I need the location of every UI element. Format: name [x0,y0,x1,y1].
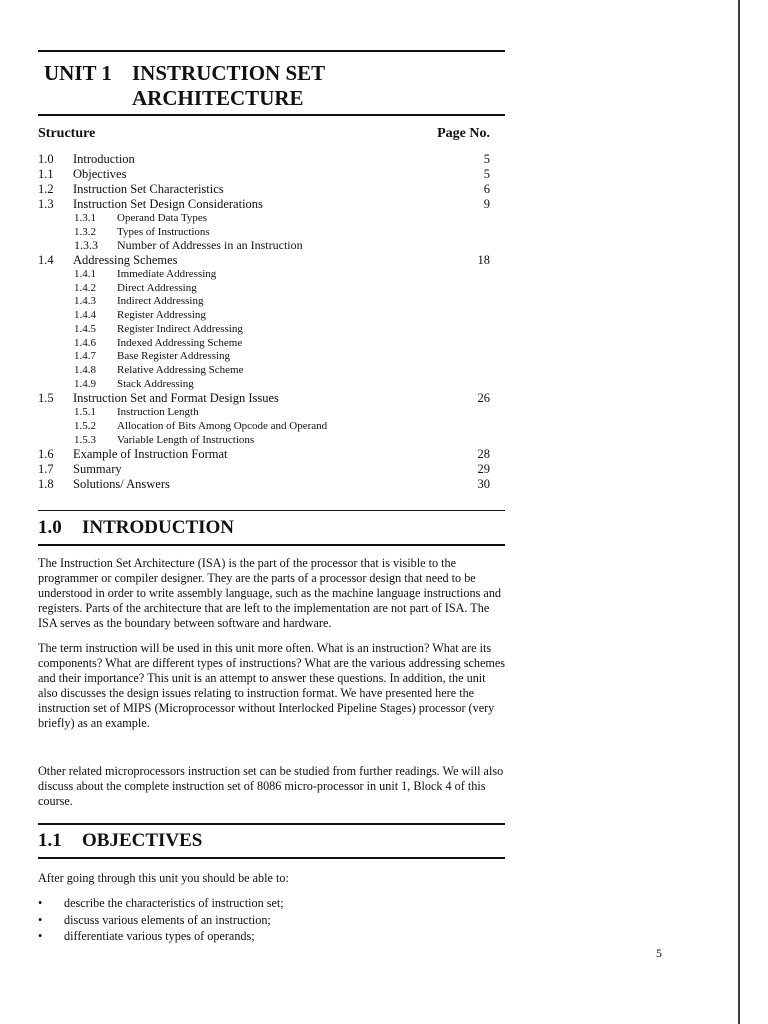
toc-entry [38,282,490,296]
objectives-top-rule [38,823,505,825]
toc-entry-number: 1.4.2 [74,281,96,294]
toc-entry-number: 1.1 [38,167,54,181]
toc-entry-title: Indirect Addressing [117,295,204,308]
unit-title-line-2: ARCHITECTURE [132,86,304,110]
toc-entry-title: Variable Length of Instructions [117,433,255,446]
intro-paragraph: The Instruction Set Architecture (ISA) is the part of the processor that is visible to the programmer or compiler designer. They are the parts of a processor design that need to be understood in order to write assembly language, such as the machine language instructions and registers. Parts of the architecture that are left to the implementation are not part of ISA. The ISA serves as the boundary between software and hardware. [38,556,502,630]
objective-text: differentiate various types of operands; [64,929,255,943]
toc-entry-title: Instruction Length [117,406,199,419]
toc-entry-number: 1.2 [38,182,54,196]
toc-entry-page: 28 [477,447,490,462]
toc-entry-title: Objectives [73,167,127,181]
toc-entry-title: Base Register Addressing [117,350,231,363]
toc-entry-title: Stack Addressing [117,377,194,390]
toc-entry-title: Register Indirect Addressing [117,322,243,335]
toc-entry-number: 1.4.3 [74,295,96,308]
toc-entry-title: Summary [73,462,122,477]
toc-entry [38,391,490,406]
section-number: 1.0 [38,517,62,538]
unit-title-line-1: INSTRUCTION SET [132,61,326,85]
toc-entry-number: 1.4.4 [74,309,96,322]
objective-item [38,895,284,912]
bullet-icon: • [38,896,43,910]
toc-entry [38,226,490,240]
intro-paragraph: Other related microprocessors instruction set can be studied from further readings. We will also discuss about the complete instruction set of 8086 micro-processor in unit 1, Block 4 of this course. [38,764,504,808]
toc-entry-page: 5 [483,167,490,181]
toc-entry-number: 1.3 [38,197,54,211]
toc-entry-number: 1.4.5 [74,322,96,335]
toc-entry [38,212,490,226]
toc-entry-title: Addressing Schemes [73,253,178,268]
toc-bottom-rule [38,510,505,511]
toc-entry-number: 1.3.2 [74,225,96,238]
toc-entry-title: Allocation of Bits Among Opcode and Operand [117,419,328,432]
header-top-rule [38,50,505,52]
table-of-contents [38,152,490,492]
bullet-icon: • [38,912,43,927]
toc-entry-page: 30 [477,477,490,492]
toc-entry [38,152,490,167]
toc-entry [38,337,490,351]
toc-entry-title: Types of Instructions [117,225,210,238]
toc-entry [38,197,490,212]
toc-entry-title: Number of Addresses in an Instruction [117,238,303,253]
toc-entry-number: 1.5.3 [74,433,96,446]
toc-entry [38,309,490,323]
toc-entry [38,350,490,364]
toc-entry-title: Introduction [73,152,135,166]
toc-entry-page: 6 [483,182,490,196]
toc-entry [38,434,490,448]
toc-entry-title: Immediate Addressing [117,268,217,281]
toc-entry-number: 1.5.1 [74,406,96,419]
unit-number: UNIT 1 [44,61,112,85]
toc-entry-number: 1.6 [38,447,54,462]
toc-entry [38,253,490,268]
toc-entry-page: 5 [483,152,490,166]
toc-entry-number: 1.5.2 [74,419,96,432]
toc-entry-page: 29 [477,462,490,477]
toc-entry-number: 1.8 [38,477,54,492]
toc-entry-number: 1.0 [38,152,54,166]
toc-entry-number: 1.3.3 [74,238,98,253]
toc-entry-page: 9 [483,197,490,211]
bullet-icon: • [38,929,43,943]
page-edge-shadow [738,0,740,1024]
toc-entry [38,182,490,197]
toc-entry [38,295,490,309]
introduction-rule [38,544,505,546]
toc-entry-number: 1.4.1 [74,268,96,281]
structure-label: Structure [38,126,96,141]
page-number: 5 [656,946,662,960]
toc-entry-title: Operand Data Types [117,212,208,224]
objectives-lead: After going through this unit you should be able to: [38,871,289,885]
toc-entry-page: 18 [477,253,490,268]
intro-paragraph: The term instruction will be used in this unit more often. What is an instruction? What are its components? What are different types of instructions? What are the various addressing schemes and their importance? This unit is an attempt to answer these questions. In addition, the unit also discusses the design issues relating to instruction format. We have presented here the instruction set of MIPS (Microprocessor without Interlocked Pipeline Stages) processor (very briefly) as an example. [38,641,506,730]
toc-entry [38,167,490,182]
objective-item [38,928,284,945]
toc-entry [38,477,490,492]
toc-entry-title: Instruction Set and Format Design Issues [73,391,279,406]
objectives-bottom-rule [38,857,505,859]
toc-entry-number: 1.4.9 [74,377,96,390]
toc-entry [38,364,490,378]
section-title: INTRODUCTION [82,517,235,538]
toc-entry [38,447,490,462]
objectives-list [38,895,284,945]
toc-entry-number: 1.7 [38,462,54,477]
toc-entry-number: 1.5 [38,391,54,406]
toc-entry [38,268,490,282]
section-title: OBJECTIVES [82,830,203,851]
toc-entry-number: 1.4 [38,253,54,268]
structure-header [38,126,490,142]
objective-item [38,912,284,929]
toc-entry-title: Solutions/ Answers [73,477,170,492]
toc-entry-title: Direct Addressing [117,281,197,294]
toc-entry-page: 26 [477,391,490,406]
objective-text: describe the characteristics of instruction set; [64,896,284,910]
toc-entry-number: 1.4.6 [74,336,96,349]
toc-entry-title: Example of Instruction Format [73,447,228,462]
toc-entry-number: 1.4.8 [74,363,96,376]
toc-entry [38,462,490,477]
toc-entry-title: Relative Addressing Scheme [117,363,244,376]
toc-entry-number: 1.3.1 [74,212,96,224]
toc-entry [38,239,490,253]
header-bottom-rule [38,114,505,116]
toc-entry [38,323,490,337]
section-number: 1.1 [38,830,62,851]
objective-text: discuss various elements of an instruction; [64,912,271,927]
toc-entry-title: Register Addressing [117,309,206,322]
toc-entry-number: 1.4.7 [74,350,96,363]
toc-entry [38,406,490,420]
toc-entry-title: Indexed Addressing Scheme [117,336,243,349]
toc-entry-title: Instruction Set Design Considerations [73,197,263,211]
page-no-label: Page No. [437,126,490,141]
toc-entry [38,420,490,434]
toc-entry-title: Instruction Set Characteristics [73,182,224,196]
toc-entry [38,378,490,392]
